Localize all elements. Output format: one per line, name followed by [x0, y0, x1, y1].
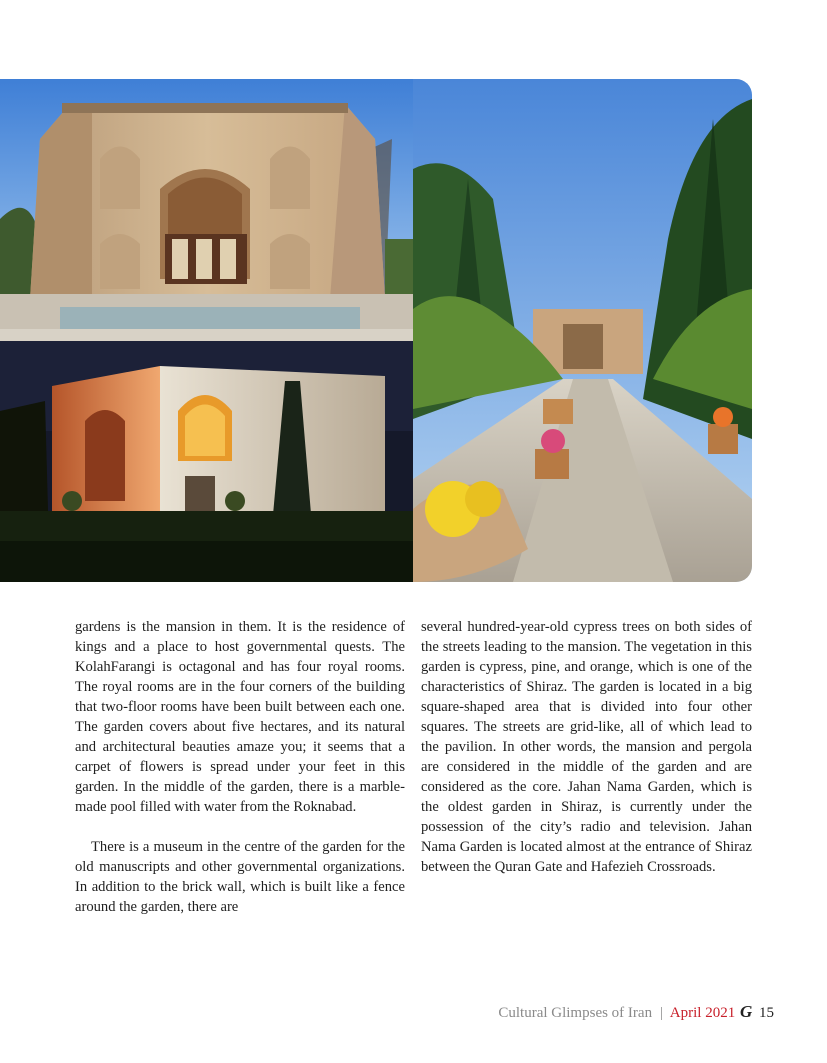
article-paragraph: several hundred-year-old cypress trees on both sides of the streets leading to the mansion. The vegetation in this garden is cypress, pine, and orange, which is one of the characteristics of Shiraz. The garden is located in a big square-shaped area that is divided into four other squares. The streets are grid-like, all of which lead to the pavilion. In other words, the mansion and pergola are considered in the middle of the garden and are considered as the core. Jahan Nama Garden, which is the oldest garden in Shiraz, is currently under the possession of the city’s radio and television. Jahan Nama Garden is located almost at the entrance of Shiraz between the Quran Gate and Hafezieh Crossroads. [421, 619, 752, 875]
pavilion-day-photo [0, 79, 413, 341]
issue-date: April 2021 [669, 1005, 736, 1021]
page-number: 15 [759, 1005, 774, 1021]
article-column-right [421, 617, 752, 877]
article-paragraph: There is a museum in the centre of the garden for the old manuscripts and other governmental organizations. In addition to the brick wall, which is built like a fence around the garden, there are [75, 839, 405, 915]
magazine-logo-icon: G [739, 1002, 753, 1021]
article-column-left [75, 617, 405, 917]
publication-name: Cultural Glimpses of Iran [498, 1005, 653, 1021]
garden-avenue-photo [413, 79, 752, 582]
pavilion-night-photo [0, 341, 413, 582]
article-paragraph: gardens is the mansion in them. It is the residence of kings and a place to host governmental quests. The KolahFarangi is octagonal and has four royal rooms. The royal rooms are in the four corners of the building that two-floor rooms have been built between each one. The garden covers about five hectares, and its natural and architectural beauties amaze you; it seems that a carpet of flowers is spread under your feet in this garden. In the middle of the garden, there is a marble-made pool filled with water from the Roknabad. [75, 619, 405, 815]
page-footer [498, 1002, 774, 1022]
footer-separator: | [659, 1005, 663, 1021]
